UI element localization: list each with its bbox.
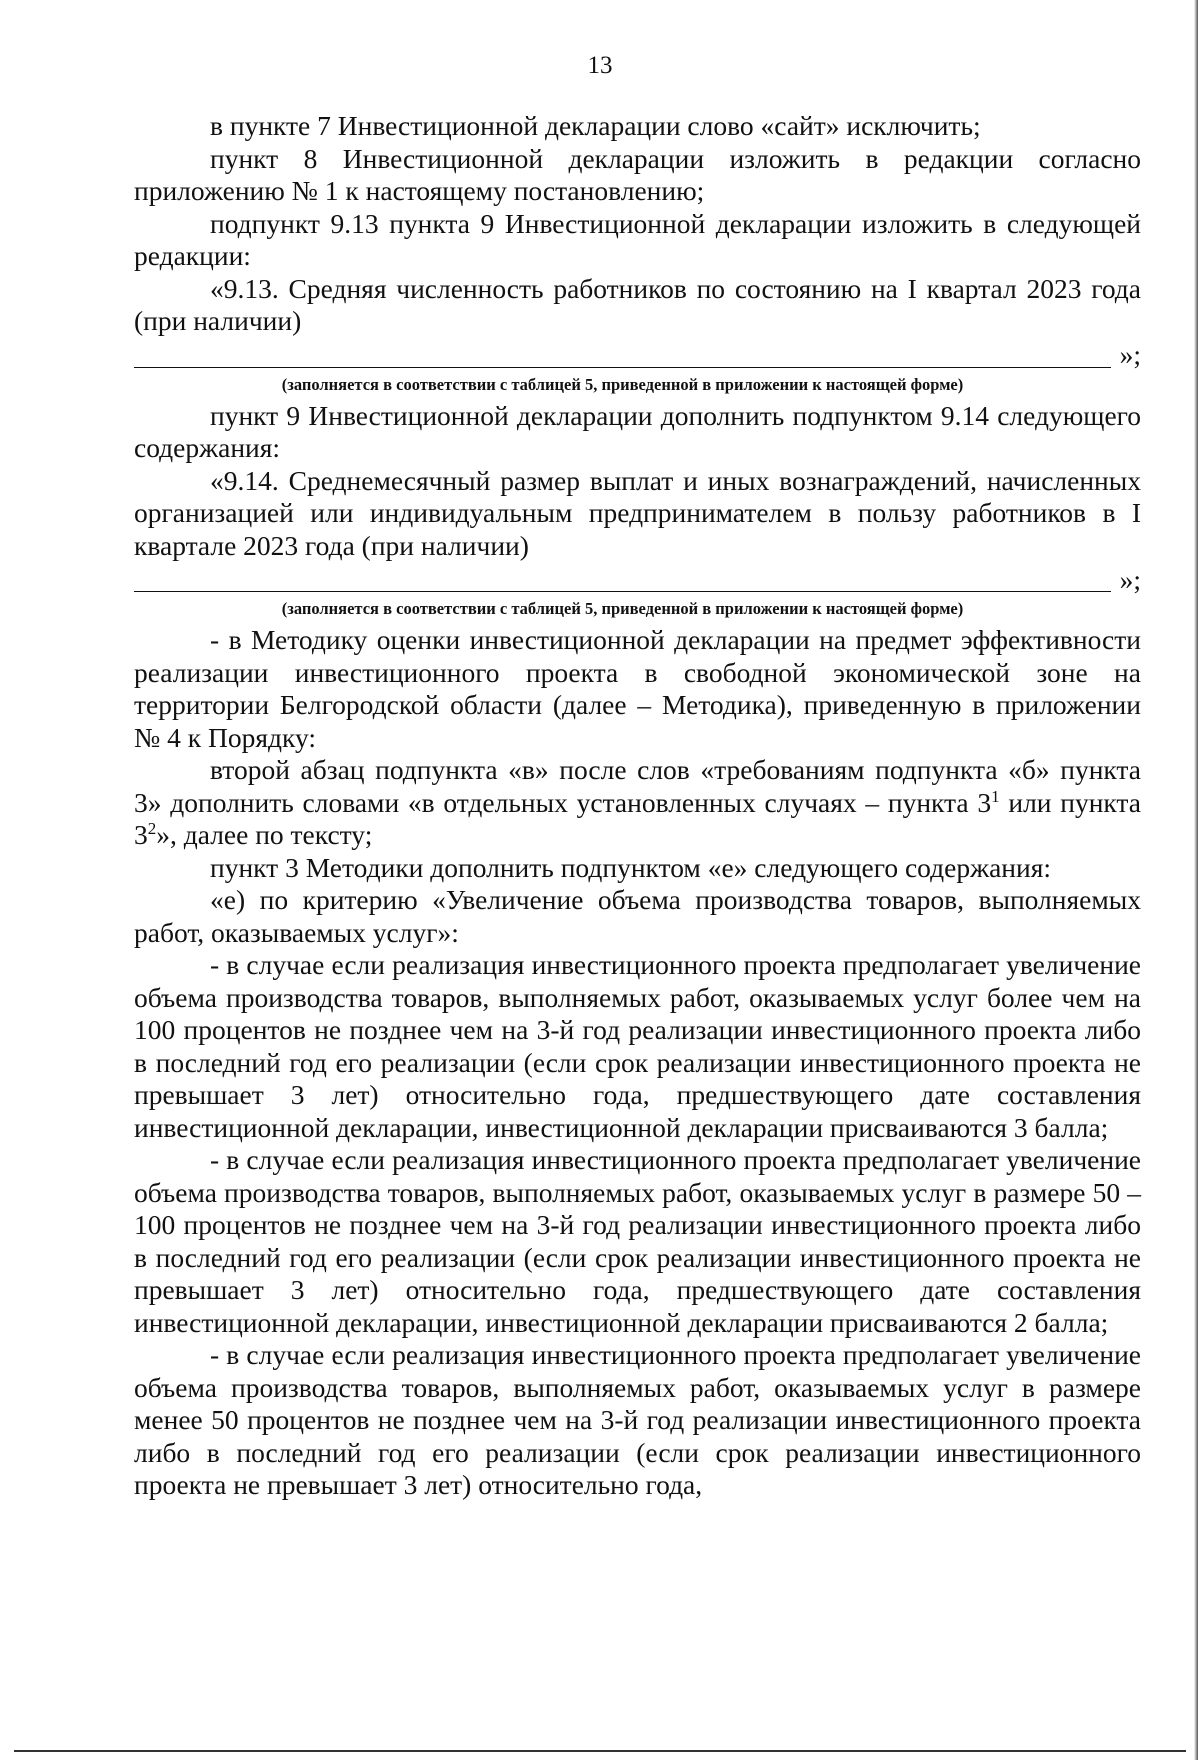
superscript: 1 bbox=[991, 786, 1000, 806]
document-body bbox=[134, 110, 1141, 1502]
paragraph: - в случае если реализация инвестиционного проекта предполагает увеличение объема производства товаров, выполняемых работ, оказываемых услуг в размере менее 50 процентов не позднее чем на 3-й год реализации инвестиционного проекта либо в последний год его реализации (если срок реализации инвестиционного проекта не превышает 3 лет) относительно года, bbox=[134, 1339, 1141, 1500]
closing-quote: »; bbox=[1119, 339, 1141, 370]
form-note: (заполняется в соответствии с таблицей 5, приведенной в приложении к настоящей форме) bbox=[281, 599, 964, 618]
paragraph: «9.13. Средняя численность работников по состоянию на I квартал 2023 года (при наличии) bbox=[134, 272, 1141, 336]
page-number: 13 bbox=[587, 52, 613, 79]
paragraph-text: или пункта 3 bbox=[134, 786, 1141, 850]
paragraph: «9.14. Среднемесячный размер выплат и иных вознаграждений, начисленных организацией или индивидуальным предпринимателем в пользу работников в I квартале 2023 года (при наличии) bbox=[134, 464, 1141, 561]
scan-edge-right bbox=[1194, 0, 1198, 1760]
superscript: 2 bbox=[147, 818, 157, 838]
paragraph: «е) по критерию «Увеличение объема производства товаров, выполняемых работ, оказываемых услуг»: bbox=[134, 884, 1141, 948]
paragraph: в пункте 7 Инвестиционной декларации слово «сайт» исключить; bbox=[210, 110, 981, 141]
paragraph: - в случае если реализация инвестиционного проекта предполагает увеличение объема производства товаров, выполняемых работ, оказываемых услуг в размере 50 – 100 процентов не позднее чем на 3-й год реализации инвестиционного проекта либо в последний год его реализации (если срок реализации инвестиционного проекта не превышает 3 лет) относительно года, предшествующего дате составления инвестиционной декларации, инвестиционной декларации присваиваются 2 балла; bbox=[134, 1144, 1141, 1338]
paragraph-text: », далее по тексту; bbox=[156, 819, 373, 850]
form-note: (заполняется в соответствии с таблицей 5, приведенной в приложении к настоящей форме) bbox=[281, 374, 964, 394]
fill-in-line bbox=[134, 338, 1141, 372]
scan-edge-bottom bbox=[14, 1750, 1186, 1752]
fill-in-line bbox=[134, 562, 1141, 596]
paragraph: подпункт 9.13 пункта 9 Инвестиционной декларации изложить в следующей редакции: bbox=[134, 207, 1141, 271]
paragraph-text: второй абзац подпункта «в» после слов «требованиям подпункта «б» пункта 3» дополнить словами «в отдельных установленных случаях – пункта 3 bbox=[134, 754, 1141, 818]
paragraph bbox=[134, 754, 1141, 852]
blank-underline bbox=[134, 591, 1111, 592]
closing-quote: »; bbox=[1119, 563, 1141, 595]
blank-underline bbox=[134, 367, 1111, 368]
paragraph: пункт 9 Инвестиционной декларации дополнить подпунктом 9.14 следующего содержания: bbox=[134, 399, 1141, 463]
paragraph: - в случае если реализация инвестиционного проекта предполагает увеличение объема производства товаров, выполняемых работ, оказываемых услуг более чем на 100 процентов не позднее чем на 3-й год реализации инвестиционного проекта либо в последний год его реализации (если срок реализации инвестиционного проекта не превышает 3 лет) относительно года, предшествующего дате составления инвестиционной декларации, инвестиционной декларации присваиваются 3 балла; bbox=[134, 949, 1141, 1143]
paragraph: пункт 8 Инвестиционной декларации изложить в редакции согласно приложению № 1 к настоящему постановлению; bbox=[134, 142, 1141, 206]
paragraph: пункт 3 Методики дополнить подпунктом «е» следующего содержания: bbox=[210, 851, 1051, 883]
paragraph: - в Методику оценки инвестиционной декларации на предмет эффективности реализации инвестиционного проекта в свободной экономической зоне на территории Белгородской области (далее – Методика), приведенную в приложении № 4 к Порядку: bbox=[134, 624, 1141, 753]
